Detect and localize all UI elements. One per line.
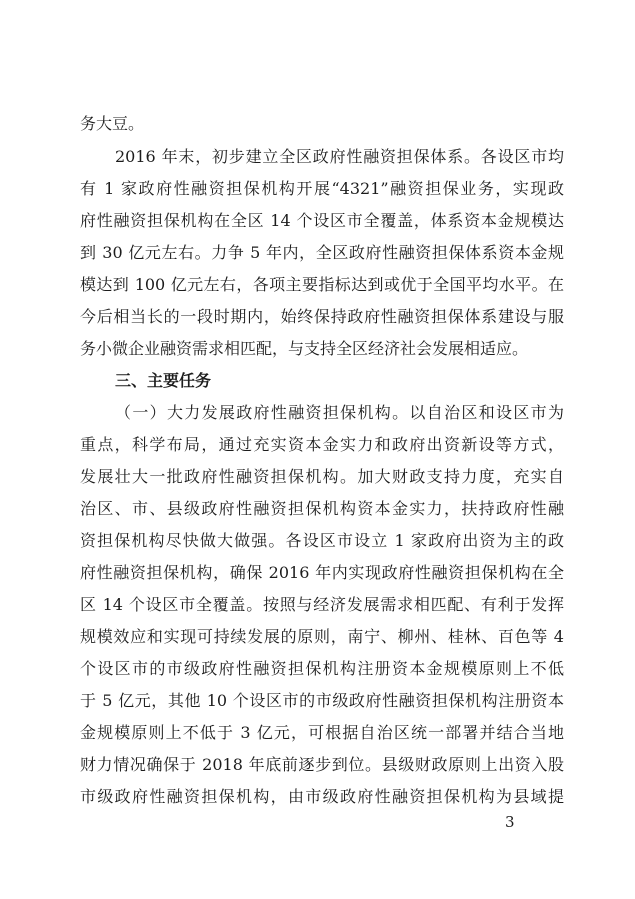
paragraph-line-21: 财力情况确保于 2018 年底前逐步到位。县级财政原则上出资入股 [80,755,564,774]
page-number: 3 [505,813,515,831]
paragraph-line-14: 资担保机构尽快做大做强。各设区市设立 1 家政府出资为主的政 [80,531,564,550]
paragraph-line-22: 市级政府性融资担保机构，由市级政府性融资担保机构为县域提 [80,787,564,806]
paragraph-line-12: 发展壮大一批政府性融资担保机构。加大财政支持力度，充实自 [80,467,564,486]
paragraph-line-5: 到 30 亿元左右。力争 5 年内，全区政府性融资担保体系资本金规 [80,243,564,262]
paragraph-line-3: 有 1 家政府性融资担保机构开展“4321”融资担保业务，实现政 [80,179,564,198]
paragraph-line-10: （一）大力发展政府性融资担保机构。以自治区和设区市为 [115,403,564,422]
paragraph-line-19: 于 5 亿元，其他 10 个设区市的市级政府性融资担保机构注册资本 [80,691,564,710]
paragraph-line-13: 治区、市、县级政府性融资担保机构资本金实力，扶持政府性融 [80,499,564,518]
paragraph-line-8: 务小微企业融资需求相匹配，与支持全区经济社会发展相适应。 [80,339,529,358]
paragraph-line-7: 今后相当长的一段时期内，始终保持政府性融资担保体系建设与服 [80,307,564,326]
paragraph-line-16: 区 14 个设区市全覆盖。按照与经济发展需求相匹配、有利于发挥 [80,595,564,614]
paragraph-line-2: 2016 年末，初步建立全区政府性融资担保体系。各设区市均 [115,147,564,166]
paragraph-line-6: 模达到 100 亿元左右，各项主要指标达到或优于全国平均水平。在 [80,275,564,294]
paragraph-line-17: 规模效应和实现可持续发展的原则，南宁、柳州、桂林、百色等 4 [80,627,564,646]
paragraph-line-20: 金规模原则上不低于 3 亿元，可根据自治区统一部署并结合当地 [80,723,564,742]
paragraph-line-11: 重点，科学布局，通过充实资本金实力和政府出资新设等方式， [80,435,564,454]
paragraph-line-15: 府性融资担保机构，确保 2016 年内实现政府性融资担保机构在全 [80,563,564,582]
section-heading: 三、主要任务 [115,371,212,390]
paragraph-line-18: 个设区市的市级政府性融资担保机构注册资本金规模原则上不低 [80,659,564,678]
paragraph-line-1: 务大豆。 [80,114,145,133]
paragraph-line-4: 府性融资担保机构在全区 14 个设区市全覆盖，体系资本金规模达 [80,211,564,230]
